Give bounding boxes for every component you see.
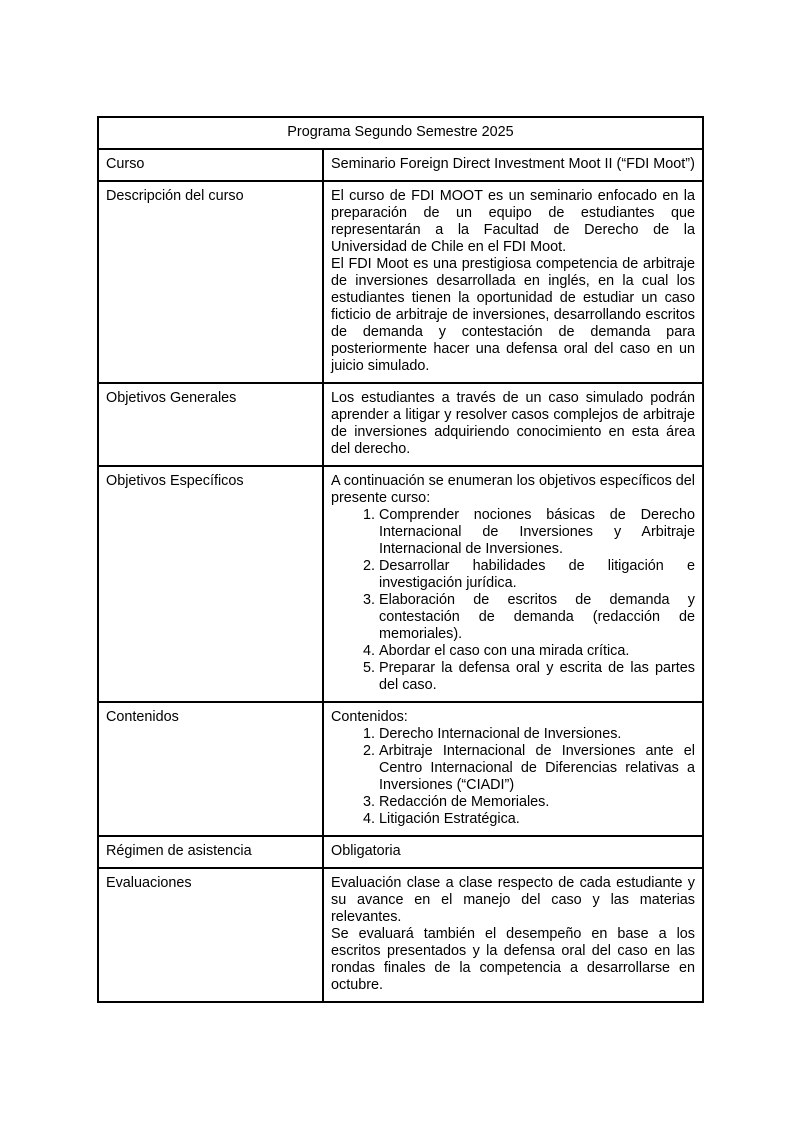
list-item: 2. Arbitraje Internacional de Inversiones ante el Centro Internacional de Diferencias relativas a Inversiones (“CIADI”)	[379, 743, 695, 794]
program-table	[97, 116, 704, 1003]
row-label-descripcion: Descripción del curso	[98, 181, 323, 383]
table-row	[98, 868, 703, 1002]
objetivos-especificos-intro: A continuación se enumeran los objetivos específicos del presente curso:	[331, 473, 695, 506]
list-item: 3. Elaboración de escritos de demanda y contestación de demanda (redacción de memoriales).	[379, 592, 695, 643]
objetivos-generales-text: Los estudiantes a través de un caso simulado podrán aprender a litigar y resolver casos complejos de arbitraje de inversiones adquiriendo conocimiento en esta área del derecho.	[331, 390, 695, 457]
table-title: Programa Segundo Semestre 2025	[98, 117, 703, 149]
row-value-descripcion	[323, 181, 703, 383]
row-value-curso: Seminario Foreign Direct Investment Moot II (“FDI Moot”)	[323, 149, 703, 181]
descripcion-paragraph-1: El curso de FDI MOOT es un seminario enfocado en la preparación de un equipo de estudiantes que representarán a la Facultad de Derecho de la Universidad de Chile en el FDI Moot.	[331, 188, 695, 255]
row-value-objetivos-generales	[323, 383, 703, 466]
list-item: 4. Abordar el caso con una mirada crítica.	[379, 643, 695, 660]
evaluaciones-paragraph-2: Se evaluará también el desempeño en base a los escritos presentados y la defensa oral del caso en las rondas finales de la competencia a desarrollarse en octubre.	[331, 926, 695, 993]
row-label-contenidos: Contenidos	[98, 702, 323, 836]
list-item: 4. Litigación Estratégica.	[379, 811, 695, 828]
table-row	[98, 702, 703, 836]
contenidos-intro: Contenidos:	[331, 709, 408, 725]
row-value-contenidos	[323, 702, 703, 836]
evaluaciones-paragraph-1: Evaluación clase a clase respecto de cada estudiante y su avance en el manejo del caso y las materias relevantes.	[331, 875, 695, 925]
list-item: 2. Desarrollar habilidades de litigación e investigación jurídica.	[379, 558, 695, 592]
list-item: 1. Derecho Internacional de Inversiones.	[379, 726, 695, 743]
row-label-asistencia: Régimen de asistencia	[98, 836, 323, 868]
list-item: 5. Preparar la defensa oral y escrita de las partes del caso.	[379, 660, 695, 694]
row-value-asistencia: Obligatoria	[323, 836, 703, 868]
table-row	[98, 181, 703, 383]
table-row	[98, 383, 703, 466]
row-label-curso: Curso	[98, 149, 323, 181]
list-item: 1. Comprender nociones básicas de Derecho Internacional de Inversiones y Arbitraje Internacional de Inversiones.	[379, 507, 695, 558]
row-label-evaluaciones: Evaluaciones	[98, 868, 323, 1002]
list-item: 3. Redacción de Memoriales.	[379, 794, 695, 811]
contenidos-list	[331, 726, 695, 828]
table-row	[98, 466, 703, 702]
descripcion-paragraph-2: El FDI Moot es una prestigiosa competencia de arbitraje de inversiones desarrollada en inglés, en la cual los estudiantes tienen la oportunidad de estudiar un caso ficticio de arbitraje de inversiones, desarrollando escritos de demanda y contestación de demanda para posteriormente hacer una defensa oral del caso en un juicio simulado.	[331, 256, 695, 374]
objetivos-especificos-list	[331, 507, 695, 694]
table-row	[98, 836, 703, 868]
row-label-objetivos-especificos: Objetivos Específicos	[98, 466, 323, 702]
row-value-objetivos-especificos	[323, 466, 703, 702]
title-row	[98, 117, 703, 149]
row-label-objetivos-generales: Objetivos Generales	[98, 383, 323, 466]
table-row	[98, 149, 703, 181]
row-value-evaluaciones	[323, 868, 703, 1002]
